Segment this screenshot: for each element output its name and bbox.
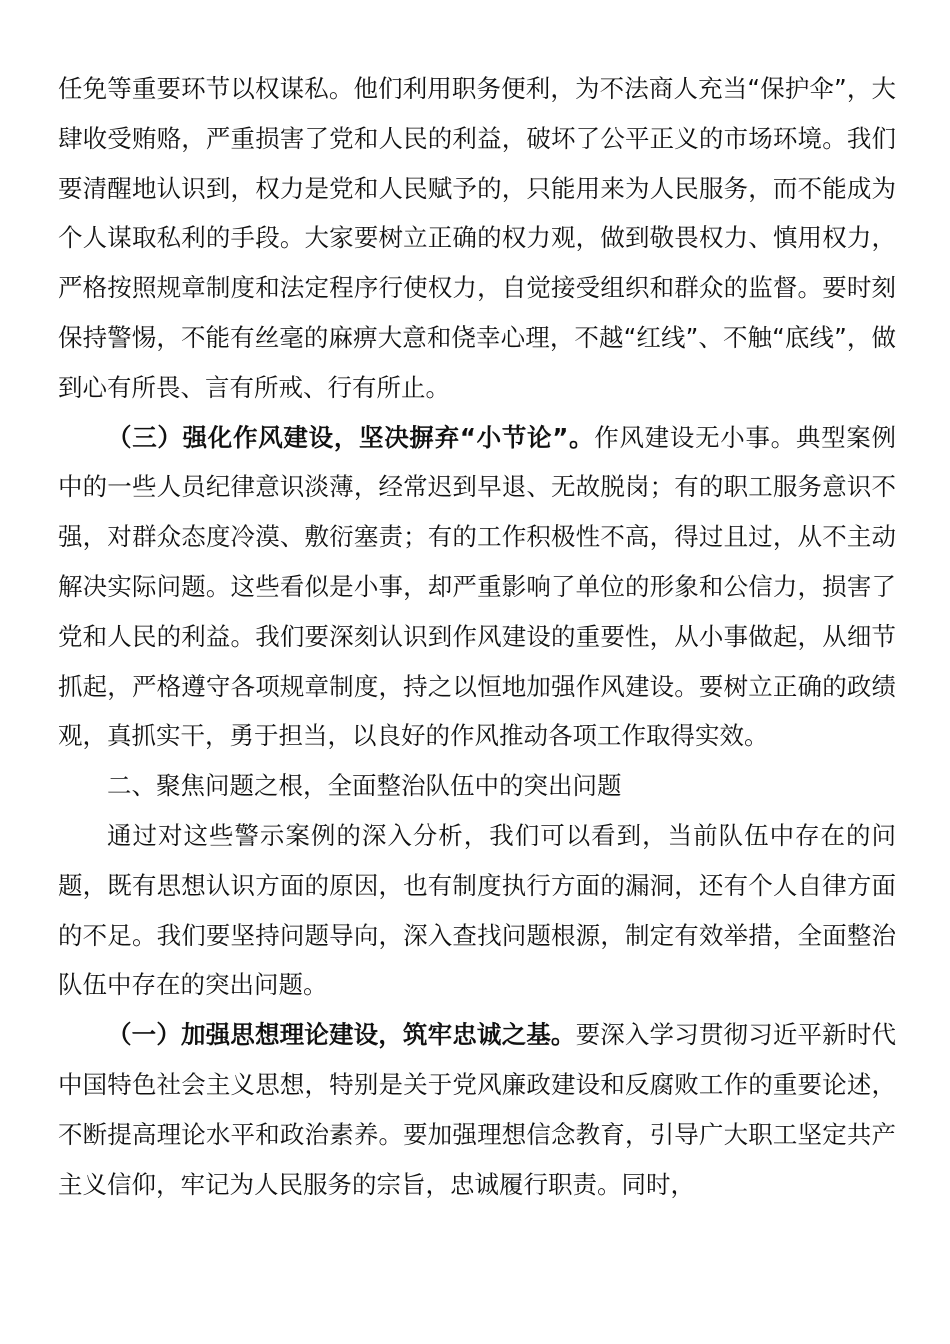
paragraph-ideology-building-heading: （一）加强思想理论建设，筑牢忠诚之基。 (107, 1020, 576, 1050)
paragraph-work-style-heading: （三）强化作风建设，坚决摒弃“小节论”。 (107, 422, 595, 452)
paragraph-power-view: 任免等重要环节以权谋私。他们利用职务便利，为不法商人充当“保护伞”，大肆收受贿赂，严重损害了党和人民的利益，破坏了公平正义的市场环境。我们要清醒地认识到，权力是党和人民赋予的，只能用来为人民服务，而不能成为个人谋取私利的手段。大家要树立正确的权力观，做到敬畏权力、慎用权力，严格按照规章制度和法定程序行使权力，自觉接受组织和群众的监督。要时刻保持警惕，不能有丝毫的麻痹大意和侥幸心理，不越“红线”、不触“底线”，做到心有所畏、言有所戒、行有所止。 (58, 74, 896, 402)
paragraph-problem-analysis: 通过对这些警示案例的深入分析，我们可以看到，当前队伍中存在的问题，既有思想认识方面的原因，也有制度执行方面的漏洞，还有个人自律方面的不足。我们要坚持问题导向，深入查找问题根源，制定有效举措，全面整治队伍中存在的突出问题。 (58, 820, 896, 1000)
paragraph-work-style-body: 作风建设无小事。典型案例中的一些人员纪律意识淡薄，经常迟到早退、无故脱岗；有的职工服务意识不强，对群众态度冷漠、敷衍塞责；有的工作积极性不高，得过且过，从不主动解决实际问题。这些看似是小事，却严重影响了单位的形象和公信力，损害了党和人民的利益。我们要深刻认识到作风建设的重要性，从小事做起，从细节抓起，严格遵守各项规章制度，持之以恒地加强作风建设。要树立正确的政绩观，真抓实干，勇于担当，以良好的作风推动各项工作取得实效。 (58, 422, 896, 751)
paragraph-ideology-building (58, 1010, 896, 1209)
paragraph-ideology-building-body: 要深入学习贯彻习近平新时代中国特色社会主义思想，特别是关于党风廉政建设和反腐败工作的重要论述，不断提高理论水平和政治素养。要加强理想信念教育，引导广大职工坚定共产主义信仰，牢记为人民服务的宗旨，忠诚履行职责。同时， (58, 1020, 896, 1199)
document-page (58, 64, 896, 1209)
paragraph-work-style (58, 413, 896, 762)
section-heading-2: 二、聚焦问题之根，全面整治队伍中的突出问题 (107, 771, 622, 801)
